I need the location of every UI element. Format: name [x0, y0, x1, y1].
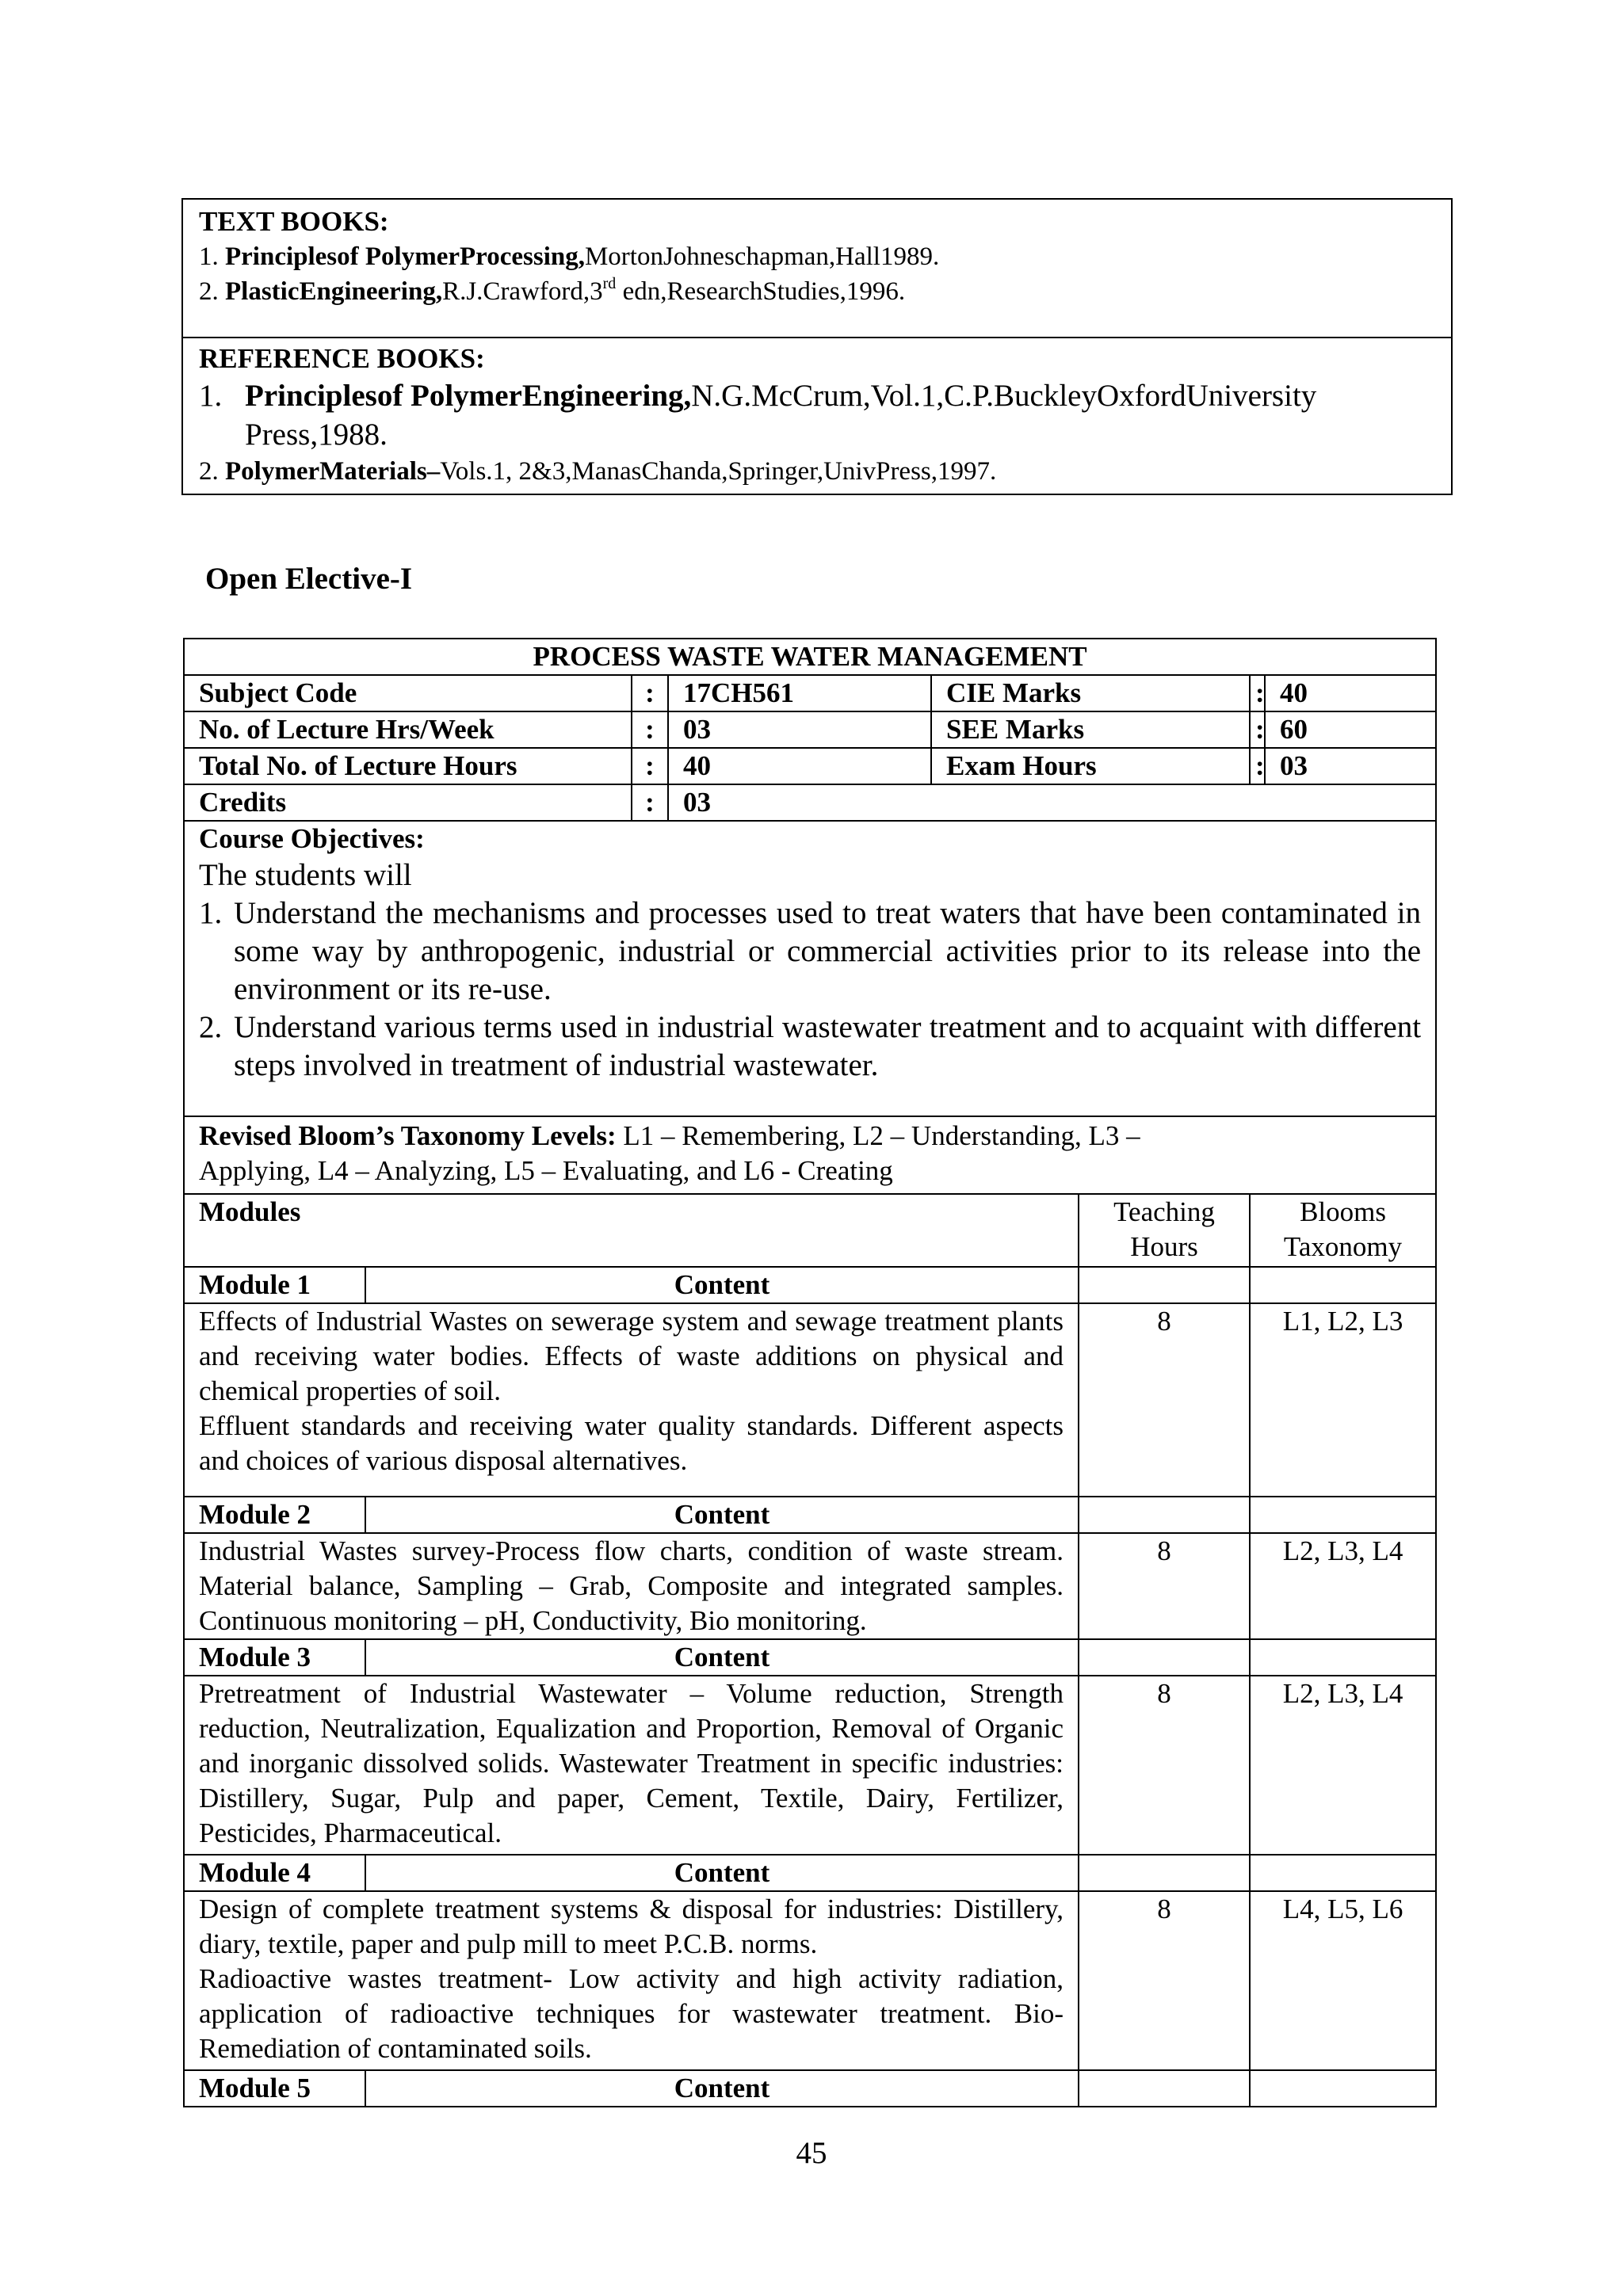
objectives-intro: The students will: [199, 858, 412, 892]
objective-number: 2.: [199, 1010, 223, 1044]
modules-header-row: [184, 1194, 1436, 1267]
objectives-row: [184, 821, 1436, 1116]
info-label: No. of Lecture Hrs/Week: [184, 711, 632, 748]
content-paragraph: Effects of Industrial Wastes on sewerage system and sewage treatment plants and receiving water bodies. Effects of waste additions on physical and chemical properties of soil.: [199, 1306, 1064, 1406]
teaching-hours-header: Teaching Hours: [1079, 1194, 1250, 1267]
course-title: PROCESS WASTE WATER MANAGEMENT: [184, 639, 1436, 675]
colon: :: [1250, 675, 1265, 711]
empty-cell: [1079, 2070, 1250, 2107]
module-content-row: [184, 1533, 1436, 1639]
content-paragraph: Effluent standards and receiving water quality standards. Different aspects and choices of various disposal alternatives.: [199, 1410, 1064, 1476]
module-content-row: [184, 1676, 1436, 1855]
module-content-row: [184, 1303, 1436, 1497]
colon: :: [632, 748, 668, 784]
book-details: MortonJohneschapman,Hall1989.: [584, 242, 940, 271]
colon: :: [632, 711, 668, 748]
colon: :: [632, 675, 668, 711]
blooms-taxonomy-header: Blooms Taxonomy: [1250, 1194, 1436, 1267]
module-content-row: [184, 1891, 1436, 2070]
teaching-hours: 8: [1079, 1533, 1250, 1639]
book-details: R.J.Crawford,3: [442, 277, 603, 306]
module-name: Module 1: [184, 1267, 365, 1303]
teaching-hours: 8: [1079, 1891, 1250, 2070]
teaching-hours: 8: [1079, 1676, 1250, 1855]
reference-books-section: [183, 338, 1451, 494]
modules-header: Modules: [184, 1194, 1079, 1267]
empty-cell: [1250, 1267, 1436, 1303]
info-label: Exam Hours: [931, 748, 1250, 784]
content-label: Content: [365, 1639, 1079, 1676]
item-number: 1.: [199, 379, 223, 413]
module-header-row: [184, 1639, 1436, 1676]
module-content: [184, 1533, 1079, 1639]
objective-item: [199, 1009, 1421, 1085]
text-book-item: [199, 239, 1435, 274]
module-header-row: [184, 1855, 1436, 1891]
module-header-row: [184, 1497, 1436, 1533]
text-books-heading: TEXT BOOKS:: [199, 206, 389, 237]
empty-cell: [1250, 1639, 1436, 1676]
info-row: [184, 748, 1436, 784]
blooms-row: [184, 1116, 1436, 1194]
module-header-row: [184, 1267, 1436, 1303]
module-content: [184, 1303, 1079, 1497]
books-box: [181, 198, 1453, 495]
content-paragraph: Pretreatment of Industrial Wastewater – Volume reduction, Strength reduction, Neutralization, Equalization and Proportion, Removal of Organic and inorganic dissolved solids. Wastewater Treatment in specific industries: Distillery, Sugar, Pulp and paper, Cement, Textile, Dairy, Fertilizer, Pesticides, Pharmaceutical.: [199, 1678, 1064, 1848]
content-paragraph: Radioactive wastes treatment- Low activity and high activity radiation, application of radioactive techniques for wastewater treatment. Bio-Remediation of contaminated soils.: [199, 1963, 1064, 2064]
colon: :: [1250, 711, 1265, 748]
blooms-level: L4, L5, L6: [1250, 1891, 1436, 2070]
module-content: [184, 1891, 1079, 2070]
module-content: [184, 1676, 1079, 1855]
text-book-item: [199, 274, 1435, 309]
objective-item: [199, 894, 1421, 1009]
objective-text: Understand the mechanisms and processes used to treat waters that have been contaminated in some way by anthropogenic, industrial or commercial activities prior to its release into the environment or its re-use.: [234, 896, 1422, 1006]
colon: :: [632, 784, 668, 821]
empty-cell: [1079, 1639, 1250, 1676]
module-name: Module 4: [184, 1855, 365, 1891]
empty-cell: [1079, 1497, 1250, 1533]
info-value: 60: [1265, 711, 1436, 748]
item-number: 2.: [199, 277, 225, 306]
book-title: PlasticEngineering,: [225, 277, 443, 306]
info-value: 40: [1265, 675, 1436, 711]
empty-cell: [931, 784, 1436, 821]
blooms-level: L2, L3, L4: [1250, 1676, 1436, 1855]
content-label: Content: [365, 2070, 1079, 2107]
info-label: CIE Marks: [931, 675, 1250, 711]
info-label: Subject Code: [184, 675, 632, 711]
info-value: 17CH561: [668, 675, 931, 711]
info-label: SEE Marks: [931, 711, 1250, 748]
credits-value: 03: [668, 784, 931, 821]
item-number: 1.: [199, 242, 225, 271]
course-title-row: [184, 639, 1436, 675]
empty-cell: [1250, 1497, 1436, 1533]
book-details: N.G.McCrum,Vol.1,C.P.BuckleyOxfordUniversity Press,1988.: [245, 379, 1317, 452]
reference-books-heading: REFERENCE BOOKS:: [199, 343, 485, 374]
objectives-heading: Course Objectives:: [199, 823, 425, 854]
module-header-row: [184, 2070, 1436, 2107]
blooms-levels: [184, 1116, 1436, 1194]
info-row: [184, 711, 1436, 748]
blooms-label: Revised Bloom’s Taxonomy Levels:: [199, 1120, 617, 1151]
info-label: Total No. of Lecture Hours: [184, 748, 632, 784]
module-name: Module 3: [184, 1639, 365, 1676]
objective-text: Understand various terms used in industrial wastewater treatment and to acquaint with different steps involved in treatment of industrial wastewater.: [234, 1010, 1422, 1082]
objectives-list: [199, 894, 1421, 1085]
blooms-text: L1 – Remembering, L2 – Understanding, L3 – Applying, L4 – Analyzing, L5 – Evaluating, and L6 - Creating: [199, 1120, 1140, 1186]
colon: :: [1250, 748, 1265, 784]
course-objectives: [184, 821, 1436, 1116]
book-title: Principlesof PolymerEngineering,: [245, 379, 692, 413]
reference-book-item: [199, 454, 1435, 489]
empty-cell: [1079, 1855, 1250, 1891]
content-label: Content: [365, 1497, 1079, 1533]
blooms-level: L2, L3, L4: [1250, 1533, 1436, 1639]
section-heading: Open Elective-I: [205, 562, 413, 596]
objective-number: 1.: [199, 896, 223, 930]
module-name: Module 2: [184, 1497, 365, 1533]
credits-label: Credits: [184, 784, 632, 821]
content-paragraph: Industrial Wastes survey-Process flow charts, condition of waste stream. Material balance, Sampling – Grab, Composite and integrated samples. Continuous monitoring – pH, Conductivity, Bio monitoring.: [199, 1535, 1064, 1636]
credits-row: [184, 784, 1436, 821]
content-label: Content: [365, 1267, 1079, 1303]
info-row: [184, 675, 1436, 711]
content-label: Content: [365, 1855, 1079, 1891]
text-books-section: [183, 200, 1451, 338]
book-details: edn,ResearchStudies,1996.: [616, 277, 906, 306]
book-title: Principlesof PolymerProcessing,: [225, 242, 585, 271]
page-number: 45: [796, 2136, 827, 2170]
empty-cell: [1250, 1855, 1436, 1891]
course-table: [183, 638, 1437, 2107]
info-value: 03: [1265, 748, 1436, 784]
empty-cell: [1079, 1267, 1250, 1303]
empty-cell: [1250, 2070, 1436, 2107]
edition-superscript: rd: [602, 275, 617, 292]
item-number: 2.: [199, 457, 225, 486]
teaching-hours: 8: [1079, 1303, 1250, 1497]
blooms-level: L1, L2, L3: [1250, 1303, 1436, 1497]
info-value: 40: [668, 748, 931, 784]
info-value: 03: [668, 711, 931, 748]
module-name: Module 5: [184, 2070, 365, 2107]
book-title: PolymerMaterials–: [225, 457, 441, 486]
book-details: Vols.1, 2&3,ManasChanda,Springer,UnivPress,1997.: [440, 457, 997, 486]
content-paragraph: Design of complete treatment systems & disposal for industries: Distillery, diary, textile, paper and pulp mill to meet P.C.B. norms.: [199, 1894, 1064, 1959]
reference-book-item: [199, 376, 1435, 454]
